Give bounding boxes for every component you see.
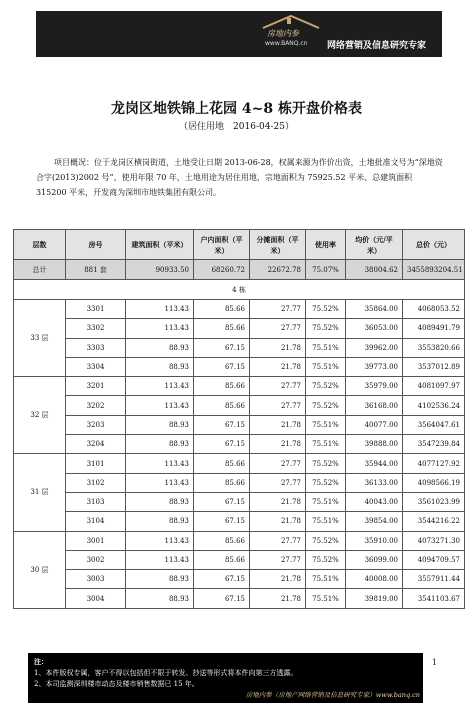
table-row [14,531,465,550]
table-cell: 3544216.22 [403,512,465,531]
table-cell: 4094709.57 [403,550,465,569]
table-cell: 85.66 [194,377,250,396]
floor-label: 30 层 [14,531,66,608]
table-cell: 113.43 [126,377,194,396]
table-cell: 75.51% [306,512,346,531]
table-cell: 21.78 [250,415,306,434]
table-cell: 67.15 [194,512,250,531]
table-cell: 85.66 [194,396,250,415]
table-cell: 27.77 [250,319,306,338]
note-title: 注： [34,657,48,666]
table-cell: 35979.00 [346,377,403,396]
table-cell: 113.43 [126,396,194,415]
table-cell: 21.78 [250,512,306,531]
column-header: 分摊面积（平米） [250,230,306,260]
table-cell: 39819.00 [346,589,403,608]
total-cell: 68260.72 [194,260,250,280]
table-cell: 27.77 [250,531,306,550]
table-cell: 21.78 [250,435,306,454]
page-subtitle: （居住用地 2016-04-25） [179,122,294,132]
total-cell: 3455893204.51 [403,260,465,280]
total-cell: 22672.78 [250,260,306,280]
table-cell: 85.66 [194,531,250,550]
floor-label: 33 层 [14,300,66,377]
total-row [14,260,465,280]
table-cell: 21.78 [250,338,306,357]
table-cell: 27.77 [250,300,306,319]
table-cell: 3003 [66,570,126,589]
table-cell: 40077.00 [346,415,403,434]
total-cell: 75.07% [306,260,346,280]
note-monitoring: 2、本司监测深圳楼市动态及楼市销售数据已 15 年。 [34,680,199,688]
table-cell: 3564047.61 [403,415,465,434]
column-header: 总价（元） [403,230,465,260]
table-row [14,473,465,492]
table-cell: 75.51% [306,357,346,376]
page-number: 1 [432,658,438,667]
table-cell: 75.51% [306,492,346,511]
header-title: 网络营销及信息研究专家 [327,41,427,51]
table-cell: 40008.00 [346,570,403,589]
table-cell: 39773.00 [346,357,403,376]
table-row [14,300,465,319]
column-header: 房号 [66,230,126,260]
table-row [14,550,465,569]
table-row [14,357,465,376]
table-cell: 4073271.30 [403,531,465,550]
table-row [14,319,465,338]
table-cell: 67.15 [194,570,250,589]
overview-text: 项目概况：位于龙岗区横岗街道，土地受让日期 2013-06-28，权属来源为作价出资，土地批准文号为“深地资合字(2013)2002 号”，使用年限 70 年，土地用途为居住用地，宗地面积为 75925.52 平米、总建筑面积 315200 平米，开发商为深圳市地铁集团有限公司。 [36,158,443,197]
price-table [13,229,465,609]
table-cell: 4081097.97 [403,377,465,396]
table-cell: 21.78 [250,589,306,608]
table-cell: 85.66 [194,319,250,338]
table-row [14,415,465,434]
table-cell: 3102 [66,473,126,492]
table-row [14,338,465,357]
table-cell: 3301 [66,300,126,319]
table-cell: 3557911.44 [403,570,465,589]
table-cell: 88.93 [126,570,194,589]
logo-text: 房地内参 [267,29,299,38]
table-cell: 3201 [66,377,126,396]
table-cell: 35864.00 [346,300,403,319]
table-cell: 36099.00 [346,550,403,569]
column-header: 使用率 [306,230,346,260]
table-cell: 75.51% [306,570,346,589]
table-cell: 3541103.67 [403,589,465,608]
table-cell: 75.52% [306,319,346,338]
table-cell: 39962.00 [346,338,403,357]
table-cell: 4098566.19 [403,473,465,492]
table-cell: 75.52% [306,550,346,569]
table-cell: 67.15 [194,357,250,376]
building-section-row [14,280,465,300]
table-cell: 3204 [66,435,126,454]
table-cell: 67.15 [194,492,250,511]
table-cell: 85.66 [194,300,250,319]
table-cell: 75.52% [306,300,346,319]
total-cell: 38004.62 [346,260,403,280]
table-cell: 27.77 [250,550,306,569]
table-cell: 4077127.92 [403,454,465,473]
table-cell: 67.15 [194,589,250,608]
table-cell: 4102536.24 [403,396,465,415]
table-cell: 75.52% [306,473,346,492]
table-cell: 88.93 [126,589,194,608]
floor-label: 32 层 [14,377,66,454]
table-cell: 27.77 [250,377,306,396]
column-header: 建筑面积（平米） [126,230,194,260]
table-cell: 67.15 [194,435,250,454]
table-cell: 3001 [66,531,126,550]
table-cell: 3561023.99 [403,492,465,511]
column-header: 户内面积（平米） [194,230,250,260]
project-overview [36,155,444,200]
table-cell: 39854.00 [346,512,403,531]
table-cell: 27.77 [250,396,306,415]
table-cell: 36133.00 [346,473,403,492]
table-cell: 21.78 [250,570,306,589]
total-cell: 90933.50 [126,260,194,280]
table-cell: 75.51% [306,435,346,454]
table-cell: 21.78 [250,357,306,376]
footer-brand: 房地内参（房地产网络营销及信息研究专家）www.banq.cn [245,691,420,699]
table-cell: 67.15 [194,338,250,357]
table-cell: 27.77 [250,473,306,492]
table-cell: 4068053.52 [403,300,465,319]
table-cell: 35910.00 [346,531,403,550]
table-cell: 85.66 [194,473,250,492]
table-cell: 67.15 [194,415,250,434]
building-label: 4 栋 [14,280,465,300]
table-cell: 113.43 [126,550,194,569]
table-cell: 75.51% [306,338,346,357]
logo-url: www.BANQ.cn [265,40,308,47]
table-cell: 113.43 [126,454,194,473]
table-cell: 88.93 [126,338,194,357]
table-cell: 88.93 [126,512,194,531]
table-cell: 36168.00 [346,396,403,415]
table-cell: 75.52% [306,454,346,473]
table-cell: 88.93 [126,357,194,376]
table-row [14,377,465,396]
table-cell: 85.66 [194,454,250,473]
total-cell: 881 套 [66,260,126,280]
page-title: 龙岗区地铁锦上花园 4~8 栋开盘价格表 [111,101,362,117]
floor-label: 31 层 [14,454,66,531]
table-cell: 75.52% [306,396,346,415]
table-cell: 113.43 [126,531,194,550]
table-cell: 85.66 [194,550,250,569]
table-cell: 75.52% [306,377,346,396]
table-cell: 113.43 [126,473,194,492]
table-cell: 113.43 [126,300,194,319]
table-cell: 88.93 [126,435,194,454]
table-row [14,570,465,589]
table-cell: 3553820.66 [403,338,465,357]
total-cell: 总计 [14,260,66,280]
table-cell: 40043.00 [346,492,403,511]
table-cell: 3004 [66,589,126,608]
table-cell: 3104 [66,512,126,531]
table-cell: 21.78 [250,492,306,511]
table-cell: 3537012.89 [403,357,465,376]
table-header-row [14,230,465,260]
column-header: 均价（元/平米） [346,230,403,260]
table-row [14,589,465,608]
table-cell: 36053.00 [346,319,403,338]
table-cell: 3304 [66,357,126,376]
table-cell: 27.77 [250,454,306,473]
table-cell: 3202 [66,396,126,415]
table-row [14,454,465,473]
table-cell: 3303 [66,338,126,357]
table-cell: 75.51% [306,589,346,608]
table-cell: 3103 [66,492,126,511]
table-row [14,492,465,511]
table-cell: 4089491.79 [403,319,465,338]
table-cell: 88.93 [126,492,194,511]
table-cell: 113.43 [126,319,194,338]
table-cell: 35944.00 [346,454,403,473]
table-cell: 39888.00 [346,435,403,454]
table-row [14,512,465,531]
table-cell: 75.52% [306,531,346,550]
table-row [14,396,465,415]
table-cell: 3302 [66,319,126,338]
note-copyright: 1、本件版权专属，客户不得以包括但不限于转发、抄送等形式将本件向第三方透露。 [34,669,298,677]
table-cell: 88.93 [126,415,194,434]
column-header: 层数 [14,230,66,260]
table-cell: 75.51% [306,415,346,434]
footer-notes [28,653,423,703]
table-cell: 3101 [66,454,126,473]
table-cell: 3203 [66,415,126,434]
table-row [14,435,465,454]
table-cell: 3002 [66,550,126,569]
table-cell: 3547239.84 [403,435,465,454]
